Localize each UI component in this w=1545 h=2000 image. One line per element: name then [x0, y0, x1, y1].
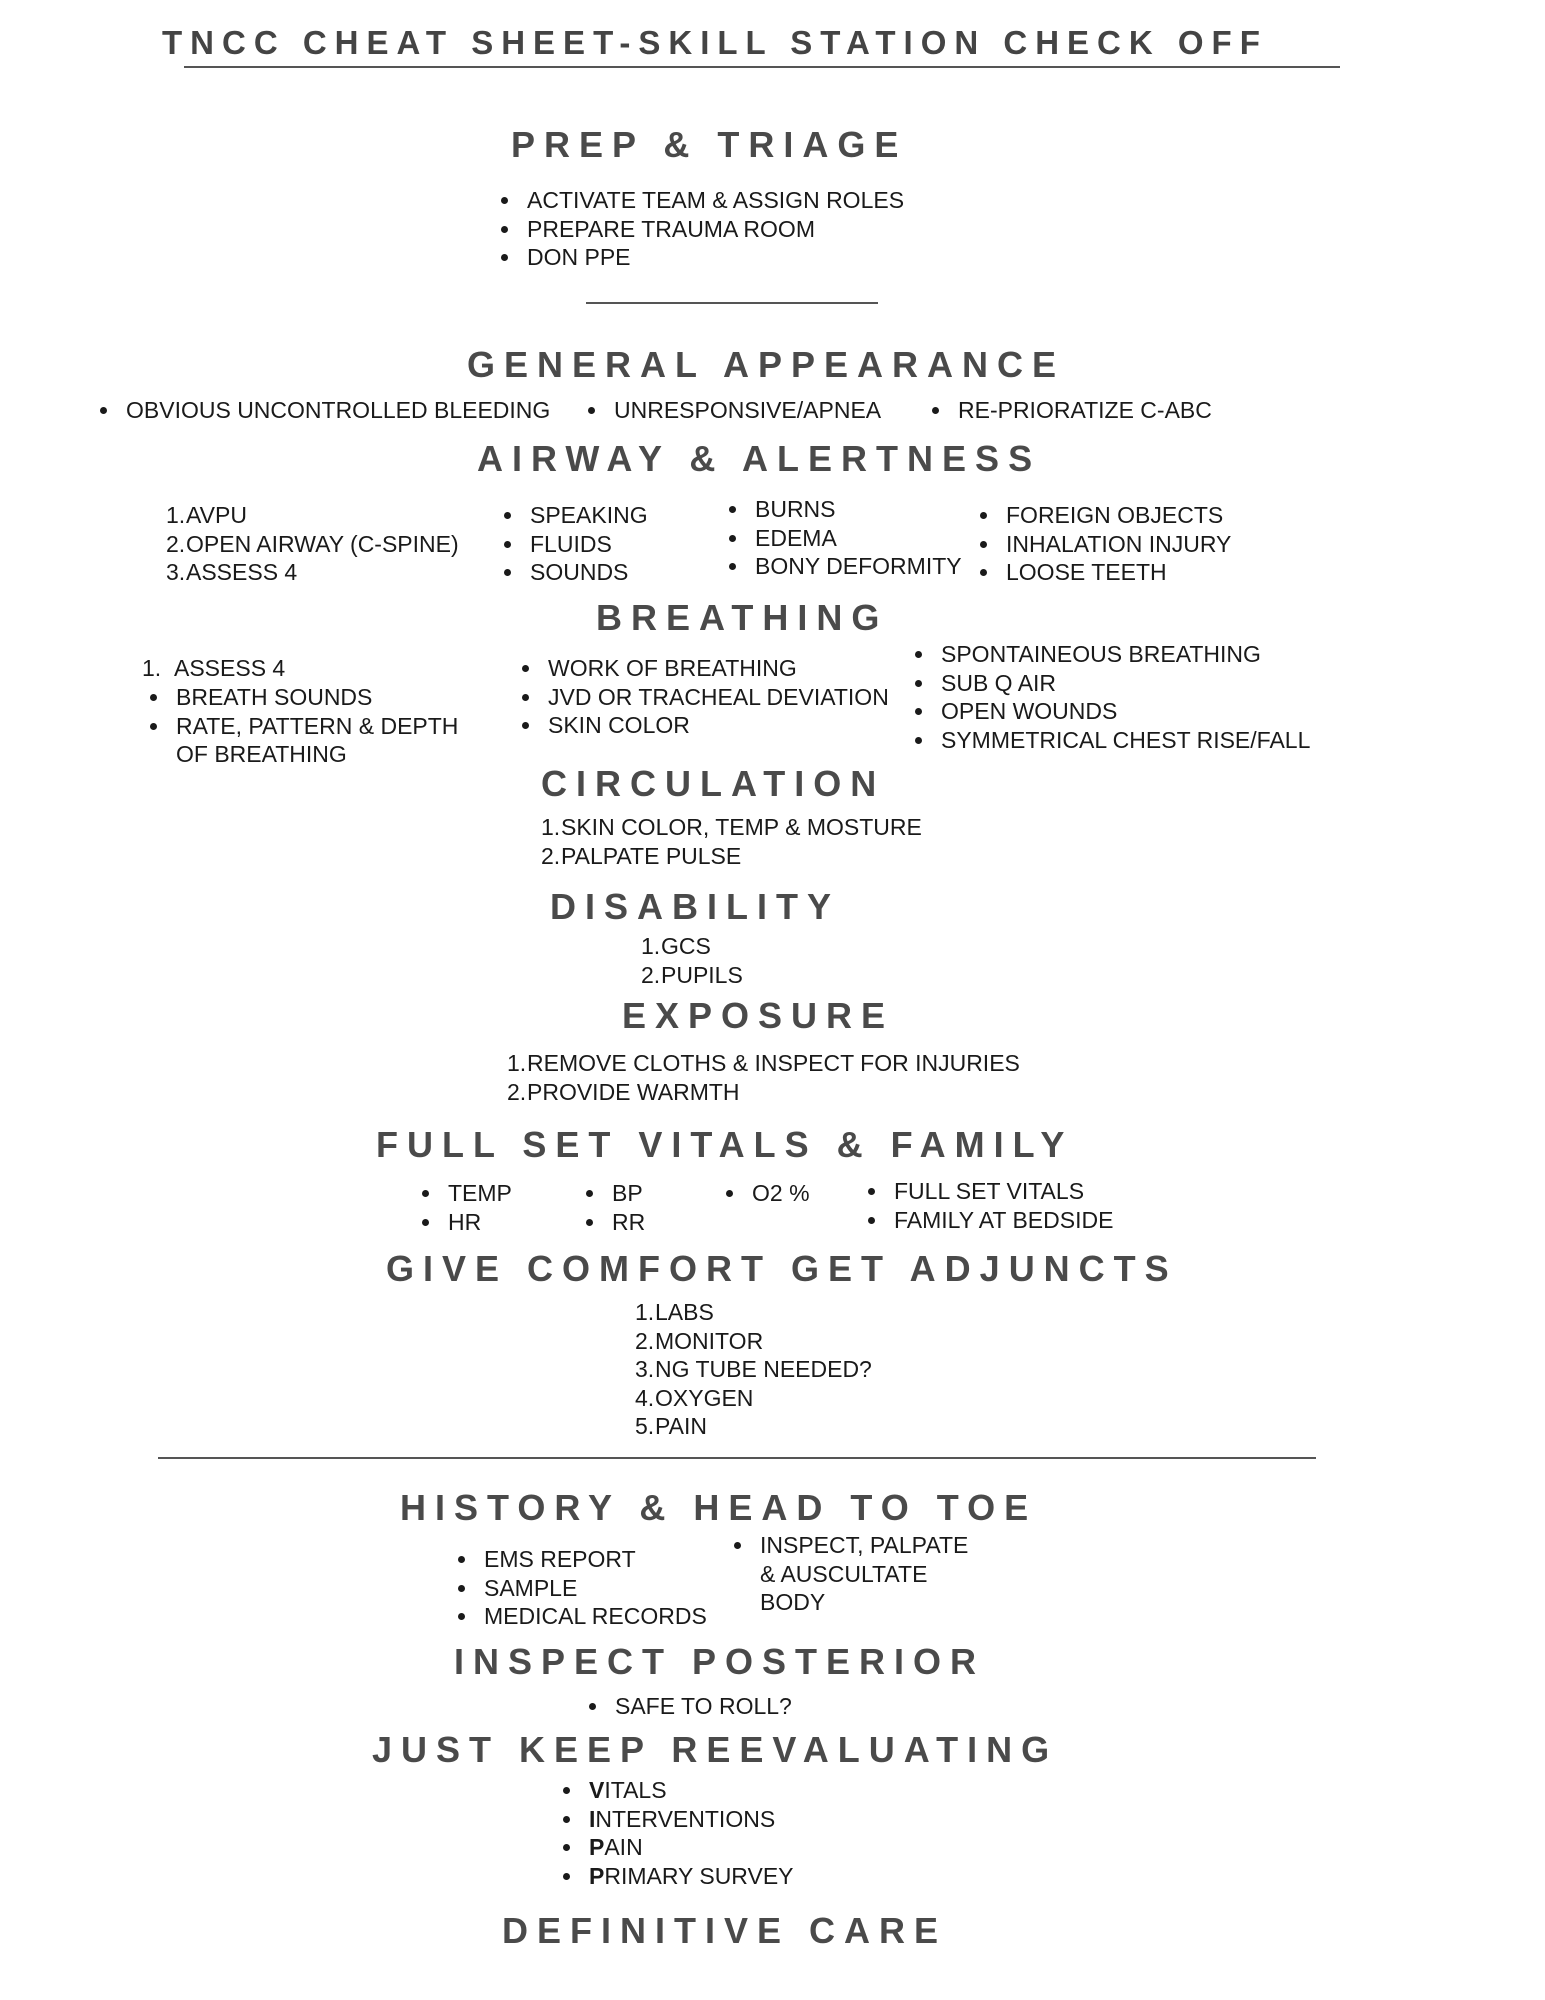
section-divider: [586, 302, 878, 304]
list-item: SPONTAINEOUS BREATHING: [911, 640, 1310, 669]
list-item: INHALATION INJURY: [976, 530, 1231, 559]
posterior-list: [585, 1692, 792, 1721]
list-item: 1.SKIN COLOR, TEMP & MOSTURE: [541, 814, 922, 840]
section-title-give-comfort-get-adjuncts: GIVE COMFORT GET ADJUNCTS: [386, 1248, 1178, 1289]
vitals-list-col4: [864, 1177, 1113, 1234]
history-list-col2: [730, 1531, 990, 1617]
list-item: LOOSE TEETH: [976, 558, 1231, 587]
list-item: PRIMARY SURVEY: [559, 1862, 794, 1891]
list-item: MEDICAL RECORDS: [454, 1602, 707, 1631]
list-item: DON PPE: [497, 243, 904, 272]
section-title-full-set-vitals-family: FULL SET VITALS & FAMILY: [376, 1124, 1074, 1165]
breathing-list-col2: [518, 654, 889, 740]
vitals-list-col1: [418, 1179, 512, 1236]
list-item: SAMPLE: [454, 1574, 707, 1603]
general-appearance-item-1: [96, 396, 550, 425]
list-item: INTERVENTIONS: [559, 1805, 794, 1834]
section-title-definitive-care: DEFINITIVE CARE: [502, 1910, 948, 1951]
list-item: FOREIGN OBJECTS: [976, 501, 1231, 530]
list-item: RATE, PATTERN & DEPTH OF BREATHING: [146, 712, 476, 769]
list-item: WORK OF BREATHING: [518, 654, 889, 683]
list-item: SPEAKING: [500, 501, 648, 530]
list-item: 1.AVPU: [166, 502, 247, 528]
list-item: SAFE TO ROLL?: [585, 1692, 792, 1721]
breathing-list-col3: [911, 640, 1310, 754]
list-item: 1. ASSESS 4: [142, 655, 286, 681]
section-title-circulation: CIRCULATION: [541, 763, 886, 804]
list-item: HR: [418, 1208, 512, 1237]
list-item: 3.ASSESS 4: [166, 559, 298, 585]
section-title-exposure: EXPOSURE: [622, 995, 895, 1036]
list-item: SYMMETRICAL CHEST RISE/FALL: [911, 726, 1310, 755]
list-item: 1.LABS: [635, 1299, 714, 1325]
list-item: SOUNDS: [500, 558, 648, 587]
vitals-list-col2: [582, 1179, 645, 1236]
breathing-list-col1: [146, 683, 476, 769]
exposure-steps: [507, 1049, 1020, 1106]
reevaluating-list: [559, 1776, 794, 1890]
list-item: 2.OPEN AIRWAY (C-SPINE): [166, 530, 459, 557]
section-title-prep-triage: PREP & TRIAGE: [511, 124, 908, 165]
disability-steps: [641, 932, 743, 989]
airway-list-col3: [725, 495, 962, 581]
list-item: 2.PROVIDE WARMTH: [507, 1078, 740, 1105]
list-item: PAIN: [559, 1833, 794, 1862]
list-item: RE-PRIORATIZE C-ABC: [928, 396, 1212, 425]
section-divider: [158, 1457, 1316, 1459]
list-item: 2.PALPATE PULSE: [541, 842, 742, 869]
vitals-list-col3: [722, 1179, 810, 1208]
comfort-steps: [635, 1298, 872, 1441]
list-item: 4.OXYGEN: [635, 1384, 754, 1411]
list-item: BP: [582, 1179, 645, 1208]
list-item: OBVIOUS UNCONTROLLED BLEEDING: [96, 396, 550, 425]
list-item: UNRESPONSIVE/APNEA: [584, 396, 881, 425]
section-title-inspect-posterior: INSPECT POSTERIOR: [454, 1641, 986, 1682]
breathing-steps: [142, 654, 285, 683]
list-item: BURNS: [725, 495, 962, 524]
list-item: 3.NG TUBE NEEDED?: [635, 1356, 872, 1382]
list-item: FLUIDS: [500, 530, 648, 559]
circulation-steps: [541, 813, 922, 870]
title-underline: [184, 66, 1340, 68]
list-item: BREATH SOUNDS: [146, 683, 476, 712]
list-item: BONY DEFORMITY: [725, 552, 962, 581]
list-item: RR: [582, 1208, 645, 1237]
history-list-col1: [454, 1545, 707, 1631]
section-title-history-head-to-toe: HISTORY & HEAD TO TOE: [400, 1487, 1038, 1528]
section-title-general-appearance: GENERAL APPEARANCE: [467, 344, 1066, 385]
section-title-airway-alertness: AIRWAY & ALERTNESS: [477, 438, 1042, 479]
list-item: 1.REMOVE CLOTHS & INSPECT FOR INJURIES: [507, 1050, 1020, 1076]
list-item: PREPARE TRAUMA ROOM: [497, 215, 904, 244]
list-item: EMS REPORT: [454, 1545, 707, 1574]
airway-list-col2: [500, 501, 648, 587]
list-item: 1.GCS: [641, 933, 711, 959]
airway-list-col4: [976, 501, 1231, 587]
list-item: 2.MONITOR: [635, 1327, 764, 1354]
prep-triage-list: [497, 186, 904, 272]
section-title-just-keep-reevaluating: JUST KEEP REEVALUATING: [372, 1729, 1059, 1770]
list-item: JVD OR TRACHEAL DEVIATION: [518, 683, 889, 712]
airway-steps: [166, 501, 459, 587]
general-appearance-item-3: [928, 396, 1212, 425]
list-item: INSPECT, PALPATE & AUSCULTATE BODY: [730, 1531, 990, 1617]
general-appearance-item-2: [584, 396, 881, 425]
page-title: TNCC CHEAT SHEET-SKILL STATION CHECK OFF: [162, 24, 1268, 61]
list-item: O2 %: [722, 1179, 810, 1208]
list-item: VITALS: [559, 1776, 794, 1805]
list-item: TEMP: [418, 1179, 512, 1208]
list-item: 5.PAIN: [635, 1413, 707, 1439]
list-item: SUB Q AIR: [911, 669, 1310, 698]
list-item: 2.PUPILS: [641, 961, 743, 988]
section-title-breathing: BREATHING: [596, 597, 889, 638]
list-item: ACTIVATE TEAM & ASSIGN ROLES: [497, 186, 904, 215]
section-title-disability: DISABILITY: [550, 886, 841, 927]
list-item: FAMILY AT BEDSIDE: [864, 1206, 1113, 1235]
list-item: EDEMA: [725, 524, 962, 553]
list-item: SKIN COLOR: [518, 711, 889, 740]
list-item: FULL SET VITALS: [864, 1177, 1113, 1206]
list-item: OPEN WOUNDS: [911, 697, 1310, 726]
